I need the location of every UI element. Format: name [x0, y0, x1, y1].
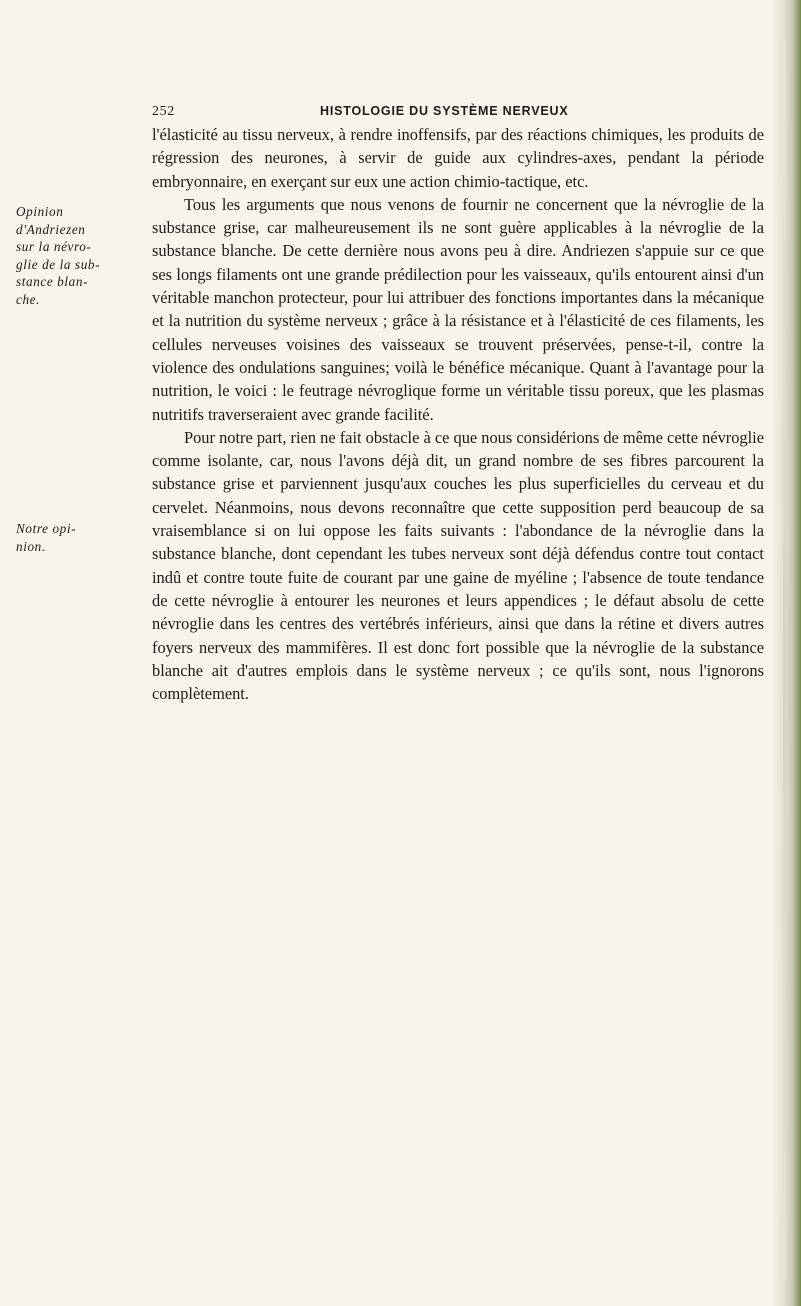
margin-note-notre-opinion: Notre opi- nion. [16, 521, 77, 554]
paragraph-notre-opinion: Pour notre part, rien ne fait obstacle à ce que nous considérions de même cette névroglie comme isolante, car, nous l'avons déjà dit, un grand nombre de ses fibres parcourent la substance grise et parviennent jusqu'aux couches les plus superficielles du cerveau et du cervelet. Néanmoins, nous devons reconnaître que cette supposition perd beaucoup de sa vraisemblance si on lui oppose les faits suivants : l'abondance de la névroglie dans la substance blanche, dont cependant les tubes nerveux sont déjà défendus contre tout contact indû et contre toute fuite de courant par une gaine de myéline ; l'absence de toute tendance de cette névroglie à entourer les neurones et leurs appendices ; le défaut absolu de cette névroglie dans les centres des vertébrés inférieurs, ainsi que dans la rétine et divers autres foyers nerveux des mammifères. Il est donc fort possible que la névroglie de la substance blanche ait d'autres emplois dans le système nerveux ; ce qu'ils sont, nous l'ignorons complètement. [152, 427, 764, 704]
body-text [152, 123, 764, 705]
paragraph-continuation: l'élasticité au tissu nerveux, à rendre inoffensifs, par des réactions chimiques, les produits de régression des neurones, à servir de guide aux cylindres-axes, pendant la période embryonnaire, en exerçant sur eux une action chimio-tactique, etc. [152, 125, 764, 191]
paragraph-andriezen: Tous les arguments que nous venons de fournir ne concernent que la névroglie de la substance grise, car malheureusement ils ne sont guère applicables à la névroglie de la substance blanche. De cette dernière nous avons peu à dire. Andriezen s'appuie sur ce que ses longs filaments ont une grande prédilection pour les vaisseaux, qu'ils entourent ainsi d'un véritable manchon protecteur, pour lui attribuer des fonctions importantes dans la mécanique et la nutrition du système nerveux ; grâce à la résistance et à l'élasticité de ces filaments, les cellules nerveuses voisines des vaisseaux se trouvent préservées, pense-t-il, contre la violence des ondulations sanguines; voilà le bénéfice mécanique. Quant à l'avantage pour la nutrition, le voici : le feutrage névroglique forme un véritable tissu poreux, que les plasmas nutritifs traverseraient avec grande facilité. [152, 194, 764, 424]
page-edge [773, 0, 801, 1306]
running-header [152, 104, 762, 122]
running-title: HISTOLOGIE DU SYSTÈME NERVEUX [320, 104, 569, 118]
page-number: 252 [152, 104, 175, 119]
margin-note-andriezen: Opinion d'Andriezen sur la névro- glie de la sub- stance blan- che. [16, 204, 101, 307]
